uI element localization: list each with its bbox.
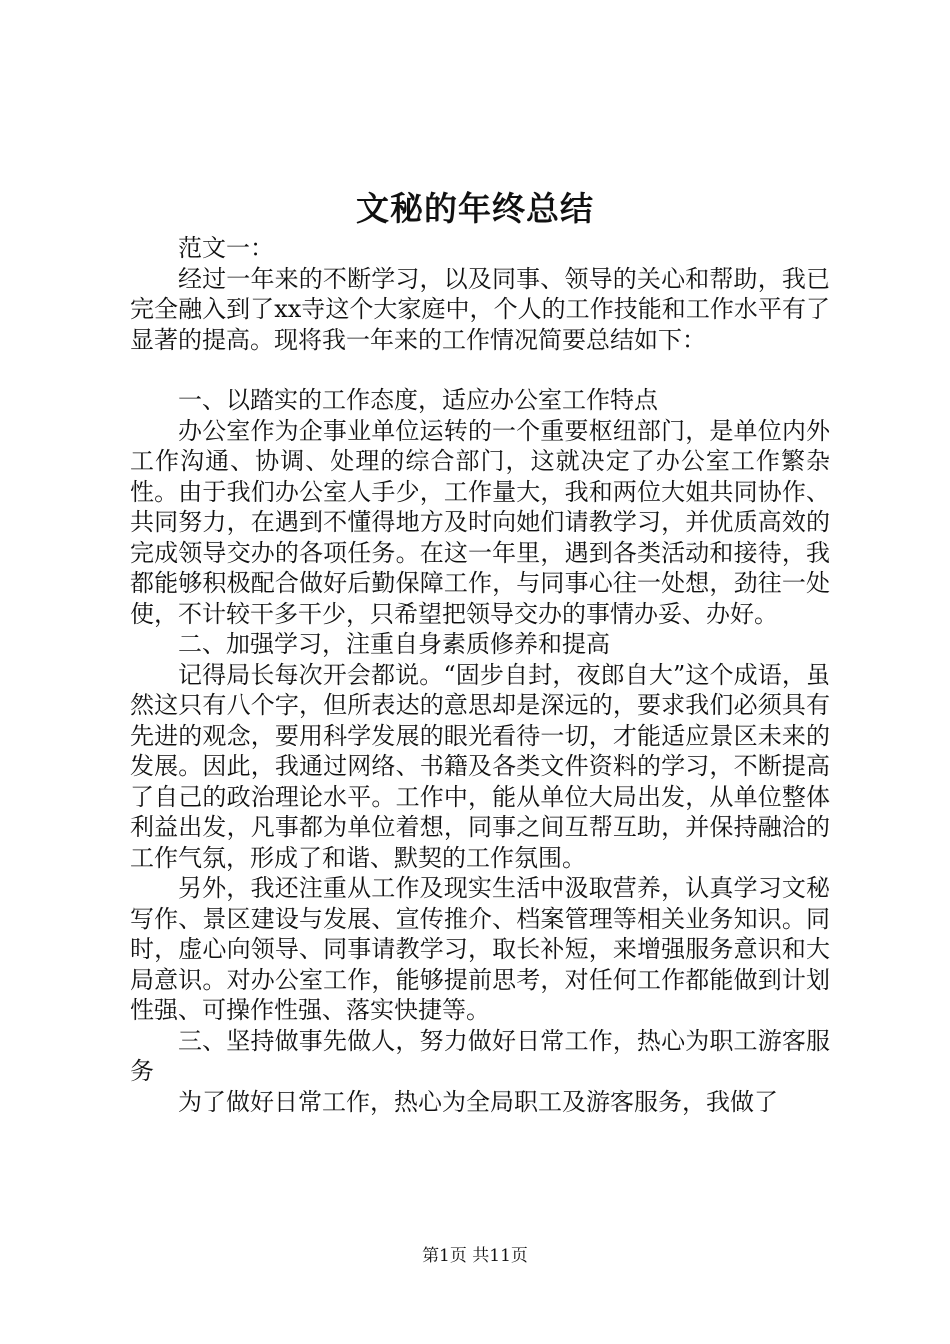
paragraph-intro: 经过一年来的不断学习，以及同事、领导的关心和帮助，我已完全融入到了xx寺这个大家庭中，个人的工作技能和工作水平有了显著的提高。现将我一年来的工作情况简要总结如下： — [130, 264, 830, 354]
paragraph-section-2b: 另外，我还注重从工作及现实生活中汲取营养，认真学习文秘写作、景区建设与发展、宣传推介、档案管理等相关业务知识。同时，虚心向领导、同事请教学习，取长补短，来增强服务意识和大局意识。对办公室工作，能够提前思考，对任何工作都能做到计划性强、可操作性强、落实快捷等。 — [130, 874, 830, 1024]
page-footer: 第1页 共11页 — [422, 1246, 528, 1266]
paragraph-section-3: 为了做好日常工作，热心为全局职工及游客服务，我做了 — [178, 1087, 778, 1116]
paragraph-label: 范文一： — [178, 234, 274, 262]
section-heading-2: 二、加强学习，注重自身素质修养和提高 — [178, 630, 610, 658]
paragraph-section-1: 办公室作为企事业单位运转的一个重要枢纽部门，是单位内外工作沟通、协调、处理的综合部门，这就决定了办公室工作繁杂性。由于我们办公室人手少，工作量大，我和两位大姐共同协作、共同努力，在遇到不懂得地方及时向她们请教学习，并优质高效的完成领导交办的各项任务。在这一年里，遇到各类活动和接待，我都能够积极配合做好后勤保障工作，与同事心往一处想，劲往一处使，不计较干多干少，只希望把领导交办的事情办妥、办好。 — [130, 416, 830, 628]
document-body — [130, 233, 830, 1117]
paragraph-section-2: 记得局长每次开会都说。“固步自封，夜郎自大”这个成语，虽然这只有八个字，但所表达的意思却是深远的，要求我们必须具有先进的观念，要用科学发展的眼光看待一切，才能适应景区未来的发展。因此，我通过网络、书籍及各类文件资料的学习，不断提高了自己的政治理论水平。工作中，能从单位大局出发，从单位整体利益出发，凡事都为单位着想，同事之间互帮互助，并保持融洽的工作气氛，形成了和谐、默契的工作氛围。 — [130, 660, 830, 872]
document-title: 文秘的年终总结 — [356, 189, 594, 228]
section-heading-3: 三、坚持做事先做人，努力做好日常工作，热心为职工游客服务 — [130, 1026, 830, 1085]
section-heading-1: 一、以踏实的工作态度，适应办公室工作特点 — [178, 386, 658, 414]
